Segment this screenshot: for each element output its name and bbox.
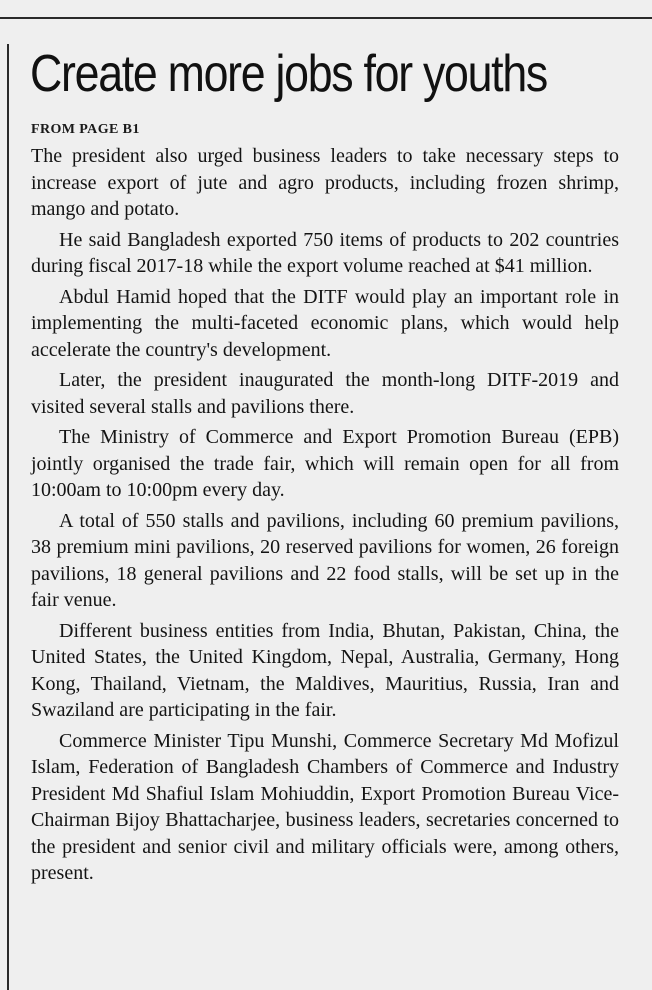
article-body xyxy=(31,143,619,891)
article-paragraph: The president also urged business leaders to take necessary steps to increase export of jute and agro products, including frozen shrimp, mango and potato. xyxy=(31,145,619,220)
article-paragraph: Abdul Hamid hoped that the DITF would play an important role in implementing the multi-faceted economic plans, which would help accelerate the country's development. xyxy=(31,285,619,361)
jump-label: FROM PAGE B1 xyxy=(31,122,140,137)
article-paragraph: He said Bangladesh exported 750 items of products to 202 countries during fiscal 2017-18 while the export volume reached at $41 million. xyxy=(31,228,619,277)
article-paragraph: Commerce Minister Tipu Munshi, Commerce Secretary Md Mofizul Islam, Federation of Bangladesh Chambers of Commerce and Industry President Md Shafiul Islam Mohiuddin, Export Promotion Bureau Vice-Chairman Bijoy Bhattacharjee, business leaders, secretaries concerned to the president and senior civil and military officials were, among others, present. xyxy=(31,729,619,884)
article-paragraph: Later, the president inaugurated the month-long DITF-2019 and visited several stalls and pavilions there. xyxy=(31,369,619,418)
article-paragraph: Different business entities from India, Bhutan, Pakistan, China, the United States, the United Kingdom, Nepal, Australia, Germany, Hong Kong, Thailand, Vietnam, the Maldives, Mauritius, Russia, Iran and Swaziland are participating in the fair. xyxy=(31,619,619,721)
article-paragraph: The Ministry of Commerce and Export Promotion Bureau (EPB) jointly organised the trade fair, which will remain open for all from 10:00am to 10:00pm every day. xyxy=(31,426,619,501)
headline: Create more jobs for youths xyxy=(30,45,547,103)
top-rule xyxy=(0,17,652,19)
article-paragraph: A total of 550 stalls and pavilions, including 60 premium pavilions, 38 premium mini pavilions, 20 reserved pavilions for women, 26 foreign pavilions, 18 general pavilions and 22 food stalls, will be set up in the fair venue. xyxy=(31,509,619,611)
column-rule xyxy=(7,44,9,990)
